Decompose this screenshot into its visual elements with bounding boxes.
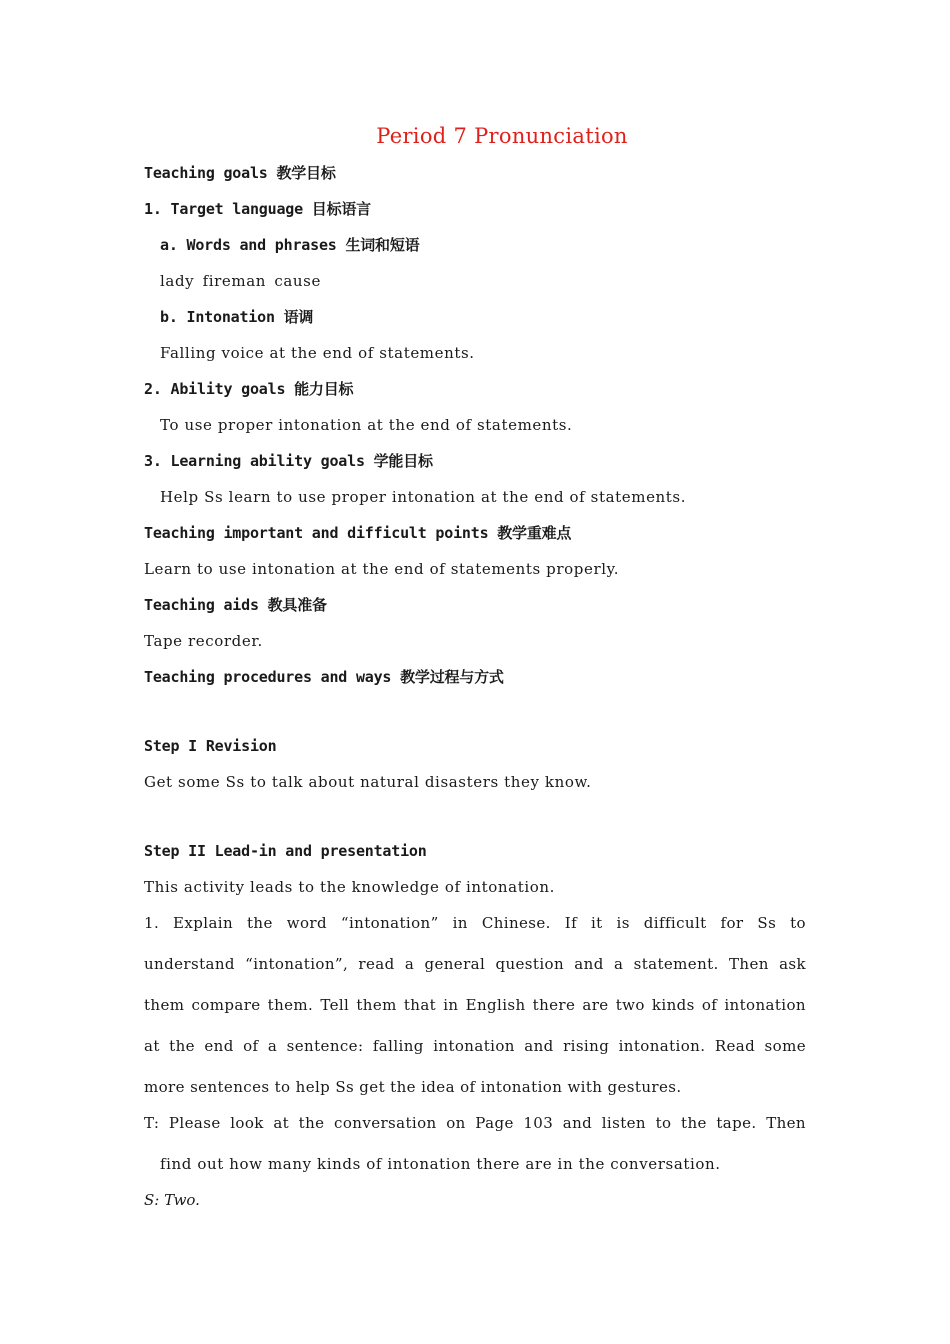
paragraph1-line3: them compare them. Tell them that in English there are two kinds of intonation	[144, 996, 806, 1014]
learning-goals-heading: 3. Learning ability goals 学能目标	[144, 452, 433, 470]
ability-goals-text: To use proper intonation at the end of statements.	[160, 416, 573, 434]
words-list: lady fireman cause	[160, 272, 321, 290]
learning-goals-text: Help Ss learn to use proper intonation at the end of statements.	[160, 488, 687, 506]
step1-heading: Step I Revision	[144, 737, 277, 755]
teacher-line2: find out how many kinds of intonation there are in the conversation.	[160, 1155, 721, 1173]
paragraph1-line2: understand “intonation”, read a general question and a statement. Then ask	[144, 955, 806, 973]
paragraph1-line4: at the end of a sentence: falling intonation and rising intonation. Read some	[144, 1037, 806, 1055]
intonation-text: Falling voice at the end of statements.	[160, 344, 475, 362]
teaching-aids-text: Tape recorder.	[144, 632, 263, 650]
key-points-heading: Teaching important and difficult points 教学重难点	[144, 524, 572, 542]
paragraph1-line5: more sentences to help Ss get the idea of intonation with gestures.	[144, 1078, 682, 1096]
teaching-goals-heading: Teaching goals 教学目标	[144, 164, 336, 182]
page-title: Period 7 Pronunciation	[376, 124, 628, 148]
teaching-aids-heading: Teaching aids 教具准备	[144, 596, 327, 614]
student-answer: S: Two.	[144, 1191, 200, 1209]
step1-text: Get some Ss to talk about natural disasters they know.	[144, 773, 592, 791]
step2-text: This activity leads to the knowledge of intonation.	[144, 878, 555, 896]
step2-heading: Step II Lead-in and presentation	[144, 842, 427, 860]
intonation-heading: b. Intonation 语调	[160, 308, 314, 326]
teacher-line1: T: Please look at the conversation on Page 103 and listen to the tape. Then	[144, 1114, 806, 1132]
ability-goals-heading: 2. Ability goals 能力目标	[144, 380, 354, 398]
paragraph1-line1: 1. Explain the word “intonation” in Chinese. If it is difficult for Ss to	[144, 914, 806, 932]
key-points-text: Learn to use intonation at the end of statements properly.	[144, 560, 620, 578]
procedures-heading: Teaching procedures and ways 教学过程与方式	[144, 668, 504, 686]
target-language-heading: 1. Target language 目标语言	[144, 200, 371, 218]
words-phrases-heading: a. Words and phrases 生词和短语	[160, 236, 420, 254]
